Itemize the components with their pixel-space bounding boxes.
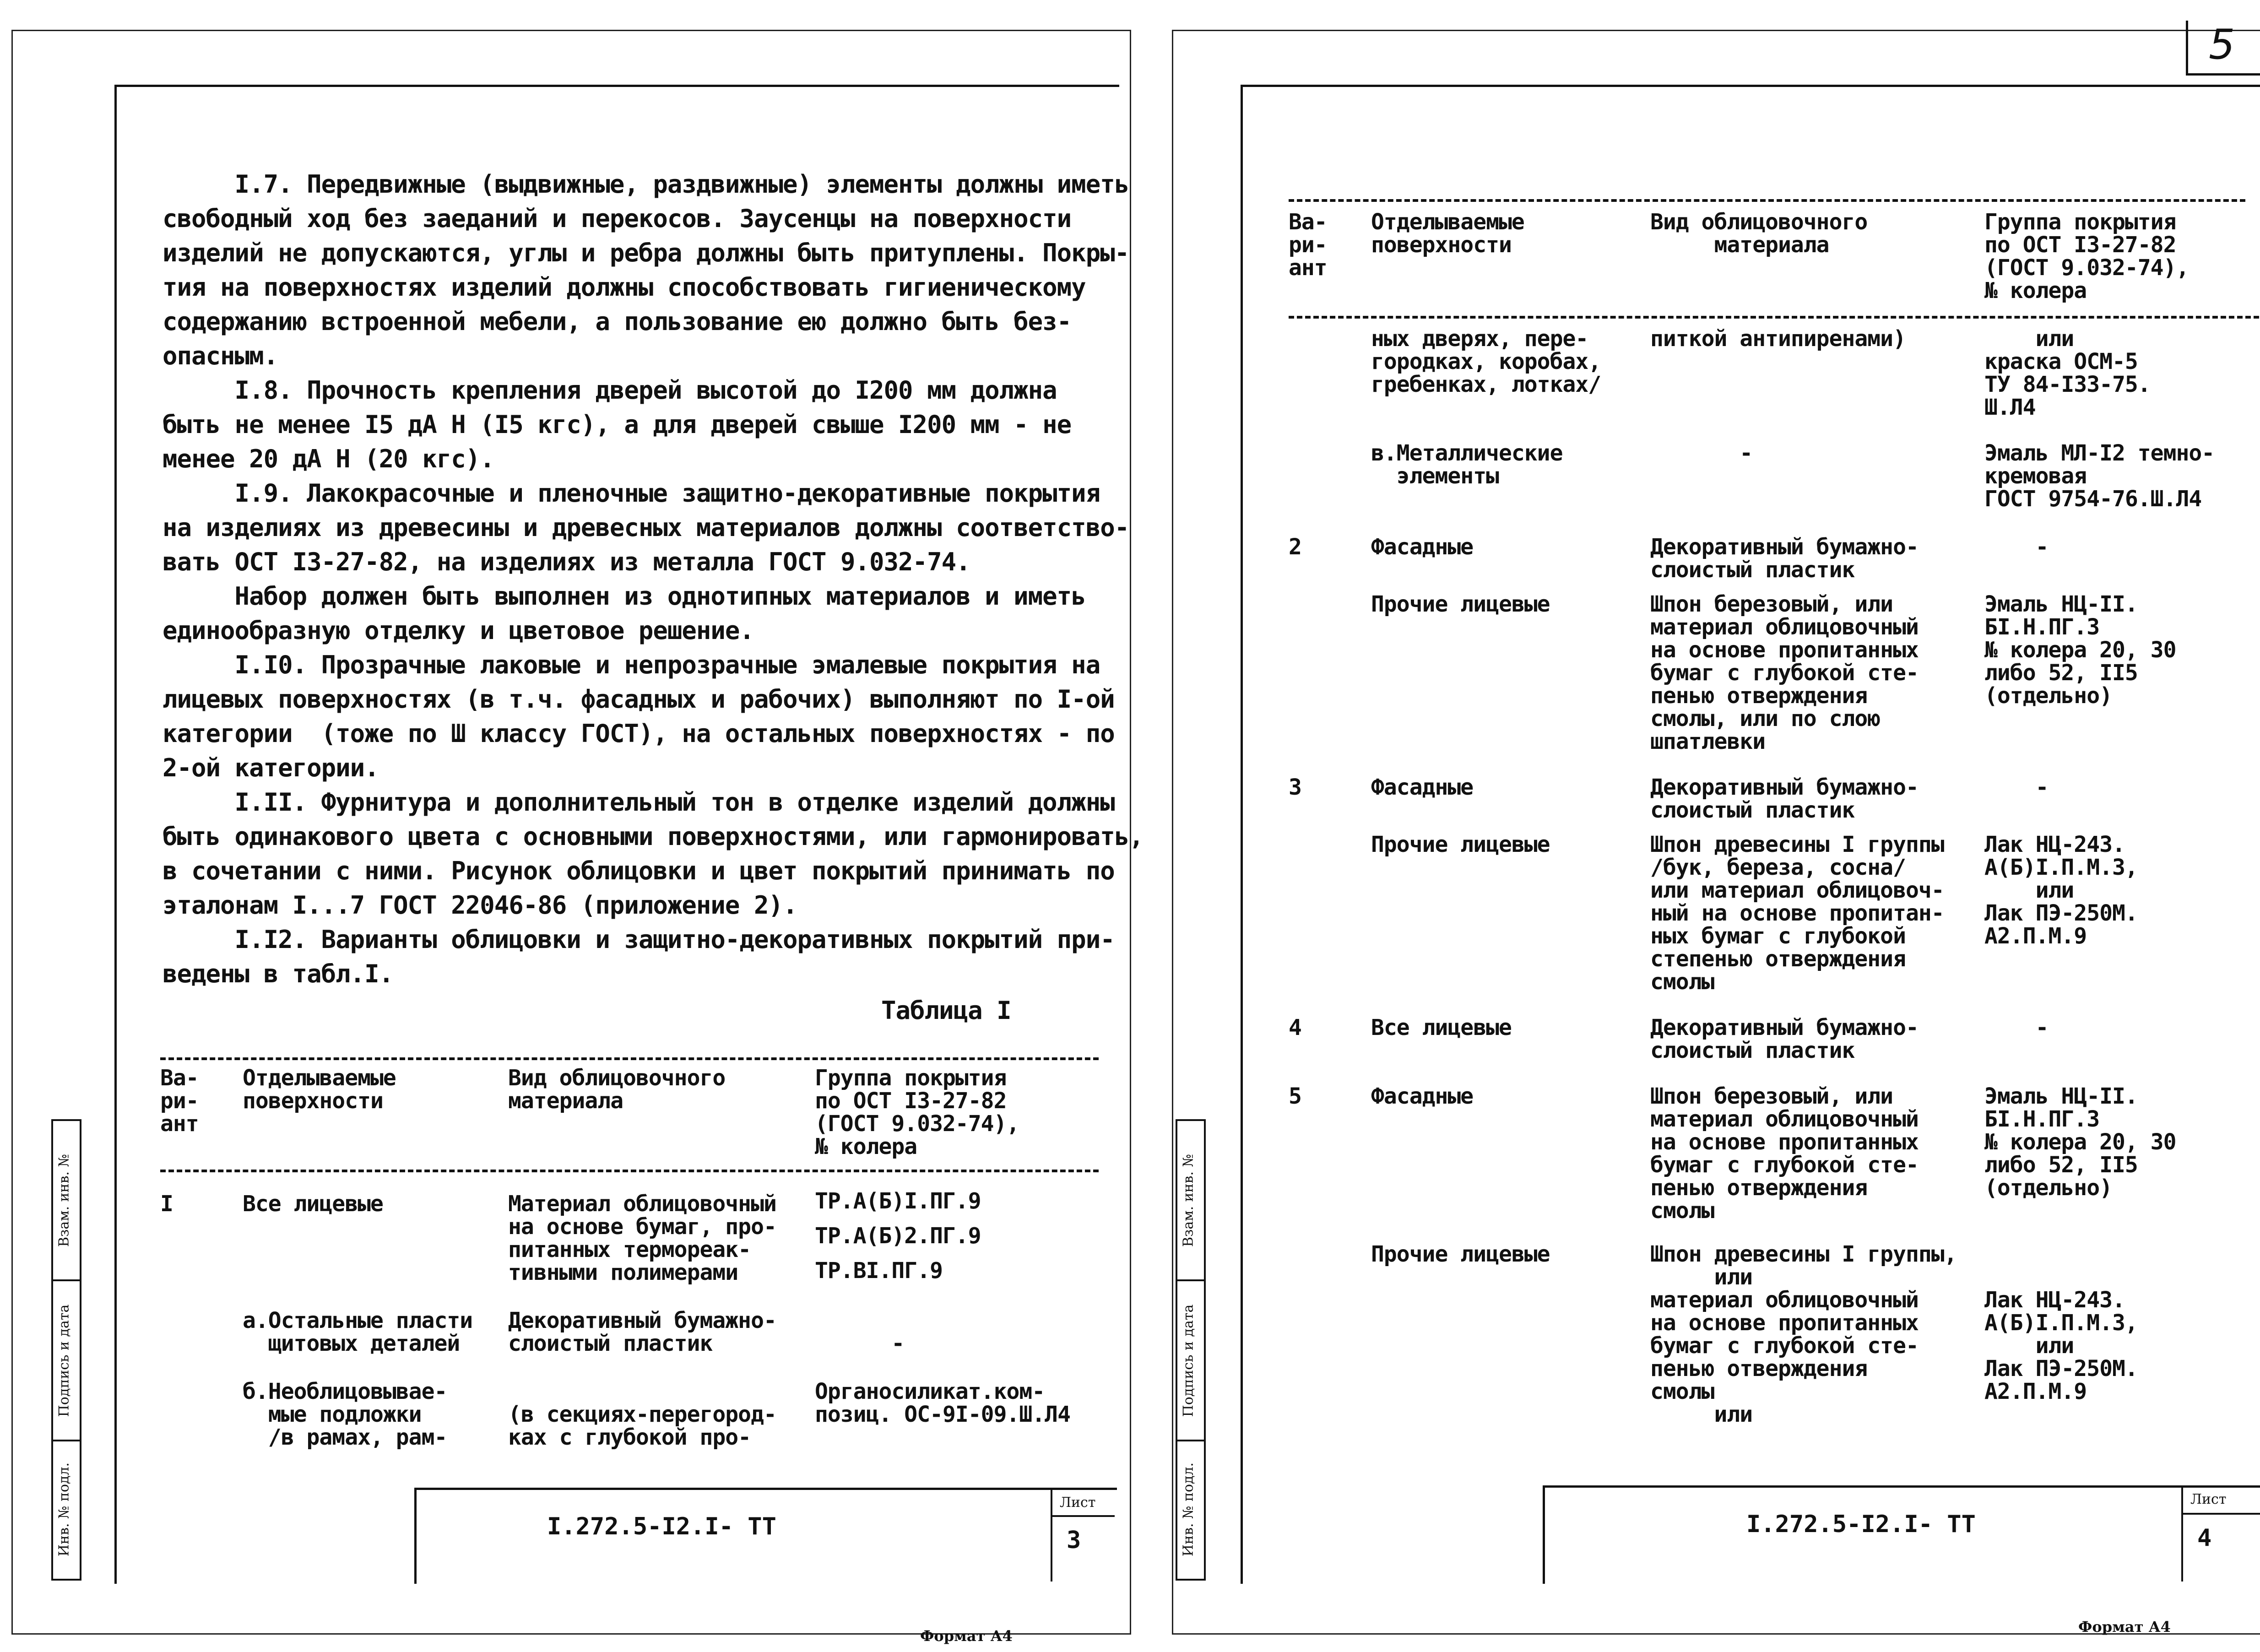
table-cell-group: - — [1984, 1015, 2049, 1040]
clause-1-9-set: Набор должен быть выполнен из однотипных материалов и иметь единообразную отделку и цветовое решение. — [163, 582, 1086, 645]
clause-1-9: I.9. Лакокрасочные и пленочные защитно-декоративные покрытия на изделиях из древесины и древесных материалов должны соответство- вать ОСТ I3-27-82, на изделиях из металла ГОСТ 9.032-74. — [163, 479, 1129, 576]
table-cell-surface: Все лицевые — [243, 1191, 383, 1217]
table-row: 2 — [1289, 534, 1301, 560]
sheet-number: 3 — [1067, 1527, 1081, 1554]
format-label: Формат А4 — [920, 1627, 1013, 1645]
title-block-divider — [1051, 1488, 1052, 1582]
title-block-divider — [1051, 1515, 1115, 1517]
table-cell-material: Материал облицовочный на основе бумаг, про- питанных термореак- тивными полимерами — [508, 1191, 776, 1285]
table-top-rule — [1289, 199, 2245, 202]
sheet-number: 4 — [2197, 1524, 2212, 1552]
left-body-text — [163, 167, 1144, 991]
table-cell-surface: Прочие лицевые — [1371, 591, 1550, 617]
table-cell-material: питкой антипиренами) — [1650, 326, 1906, 352]
clause-1-12: I.I2. Варианты облицовки и защитно-декоративных покрытий при- ведены в табл.I. — [163, 925, 1115, 988]
table-cell-material: Шпон березовый, или материал облицовочный на основе пропитанных бумаг с глубокой сте- пенью отверждения смолы — [1650, 1083, 1919, 1224]
table-cell-material: Декоративный бумажно- слоистый пластик — [508, 1308, 776, 1356]
clause-1-11: I.II. Фурнитура и дополнительный тон в отделке изделий должны быть одинакового цвета с основными поверхностями, или гармонировать, в сочетании с ними. Рисунок облицовки и цвет покрытий принимать по эталонам I...7 ГОСТ 22046-86 (приложение 2). — [163, 788, 1144, 920]
side-label-replacement-inv: Взам. инв. № — [1180, 1154, 1197, 1247]
table-cell-group: Органосиликат.ком- позиц. ОС-9I-09.Ш.Л4 — [815, 1379, 1070, 1427]
title-block-divider — [2181, 1485, 2183, 1582]
header-surface: Отделываемые поверхности — [243, 1065, 396, 1114]
table-cell-material: Декоративный бумажно- слоистый пластик — [1650, 775, 1919, 823]
title-block-divider — [2181, 1513, 2260, 1515]
format-label: Формат А4 — [2078, 1618, 2171, 1636]
table-header-rule — [1289, 316, 2259, 319]
corner-page-number: 5 — [2209, 21, 2235, 69]
table-row: 3 — [1289, 775, 1301, 800]
table-cell-material: Шпон березовый, или материал облицовочный на основе пропитанных бумаг с глубокой сте- пенью отверждения смолы, или по слою шпатлевки — [1650, 591, 1919, 754]
table-cell-surface: Фасадные — [1371, 534, 1474, 560]
header-material: Вид облицовочного материала — [508, 1065, 726, 1114]
header-variant: Ва- ри- ант — [1289, 209, 1327, 281]
table-row: 4 — [1289, 1015, 1301, 1040]
side-label-signature-date: Подпись и дата — [56, 1304, 72, 1417]
header-material: Вид облицовочного материала — [1650, 209, 1868, 258]
header-surface: Отделываемые поверхности — [1371, 209, 1524, 258]
clause-1-7: I.7. Передвижные (выдвижные, раздвижные) элементы должны иметь свободный ход без заеданий и перекосов. Заусенцы на поверхности изделий не допускаются, углы и ребра должны быть притуплены. Покры- тия на поверхностях изделий должны способствовать гигиеническому содержанию встроенной мебели, а пользование ею должно быть без- опасным. — [163, 170, 1129, 370]
table-cell-surface: в.Металлические элементы — [1371, 440, 1563, 489]
table-cell-surface: б.Необлицовывае- мые подложки /в рамах, рам- — [243, 1379, 447, 1450]
table-cell-surface: а.Остальные пласти щитовых деталей — [243, 1308, 473, 1356]
side-label-original-inv: Инв. № подл. — [56, 1462, 72, 1557]
table-cell-group: Лак НЦ-243. А(Б)I.П.М.3, или Лак ПЭ-250М. А2.П.М.9 — [1984, 832, 2138, 949]
side-label-signature-date: Подпись и дата — [1180, 1304, 1197, 1417]
table-cell-group: Эмаль НЦ-II. БI.Н.ПГ.3 № колера 20, 30 либо 52, II5 (отдельно) — [1984, 591, 2176, 709]
table-cell-material: (в секциях-перегород- ках с глубокой про- — [508, 1402, 776, 1450]
clause-1-10: I.I0. Прозрачные лаковые и непрозрачные эмалевые покрытия на лицевых поверхностях (в т.ч. фасадных и рабочих) выполняют по I-ой категории (тоже по Ш классу ГОСТ), на остальных поверхностях - по 2-ой категории. — [163, 650, 1115, 782]
header-group: Группа покрытия по ОСТ I3-27-82 (ГОСТ 9.032-74), № колера — [815, 1065, 1019, 1159]
table-cell-group: ТР.А(Б)I.ПГ.9 ТР.А(Б)2.ПГ.9 ТР.ВI.ПГ.9 — [815, 1188, 981, 1284]
table-cell-material: Декоративный бумажно- слоистый пластик — [1650, 534, 1919, 583]
table-cell-group: - — [891, 1331, 905, 1356]
table-cell-surface: Прочие лицевые — [1371, 832, 1550, 857]
sheet-label: Лист — [2190, 1491, 2227, 1507]
header-variant: Ва- ри- ант — [160, 1065, 199, 1137]
table-cell-material: Декоративный бумажно- слоистый пластик — [1650, 1015, 1919, 1063]
table-cell-surface: Прочие лицевые — [1371, 1241, 1550, 1267]
table-cell-group: Эмаль МЛ-I2 темно- кремовая ГОСТ 9754-76.Ш.Л4 — [1984, 440, 2215, 512]
side-label-original-inv: Инв. № подл. — [1180, 1462, 1197, 1557]
table-cell-material: Шпон древесины I группы /бук, береза, сосна/ или материал облицовоч- ный на основе пропитан- ных бумаг с глубокой степенью отверждения смолы — [1650, 832, 1944, 995]
table-header-rule — [160, 1170, 1099, 1172]
table-cell-group: или краска ОСМ-5 ТУ 84-I33-75. Ш.Л4 — [1984, 326, 2151, 420]
sheet-label: Лист — [1060, 1495, 1096, 1511]
table-cell-group: Лак НЦ-243. А(Б)I.П.М.3, или Лак ПЭ-250М. А2.П.М.9 — [1984, 1287, 2138, 1404]
table-cell-surface: ных дверях, пере- городках, коробах, гребенках, лотках/ — [1371, 326, 1601, 397]
table-cell-group: Эмаль НЦ-II. БI.Н.ПГ.3 № колера 20, 30 либо 52, II5 (отдельно) — [1984, 1083, 2176, 1201]
header-group: Группа покрытия по ОСТ I3-27-82 (ГОСТ 9.032-74), № колера — [1984, 209, 2189, 303]
table-cell-material: - — [1650, 440, 1753, 466]
document-code: I.272.5-I2.I- ТТ — [547, 1513, 776, 1540]
table-cell-material: Шпон древесины I группы, или материал облицовочный на основе пропитанных бумаг с глубокой сте- пенью отверждения смолы или — [1650, 1241, 1957, 1427]
side-label-replacement-inv: Взам. инв. № — [56, 1154, 72, 1247]
table-cell-surface: Фасадные — [1371, 775, 1474, 800]
table-top-rule — [160, 1057, 1099, 1060]
table-cell-group: - — [1984, 534, 2049, 560]
table-cell-surface: Все лицевые — [1371, 1015, 1512, 1040]
clause-1-8: I.8. Прочность крепления дверей высотой до I200 мм должна быть не менее I5 дА Н (I5 кгс), а для дверей свыше I200 мм - не менее 20 дА Н (20 кгс). — [163, 376, 1072, 473]
table-row: I — [160, 1191, 173, 1217]
table-cell-group: - — [1984, 775, 2049, 800]
table-row: 5 — [1289, 1083, 1301, 1109]
table-caption: Таблица I — [881, 996, 1011, 1025]
table-cell-surface: Фасадные — [1371, 1083, 1474, 1109]
document-code: I.272.5-I2.I- ТТ — [1746, 1511, 1976, 1538]
